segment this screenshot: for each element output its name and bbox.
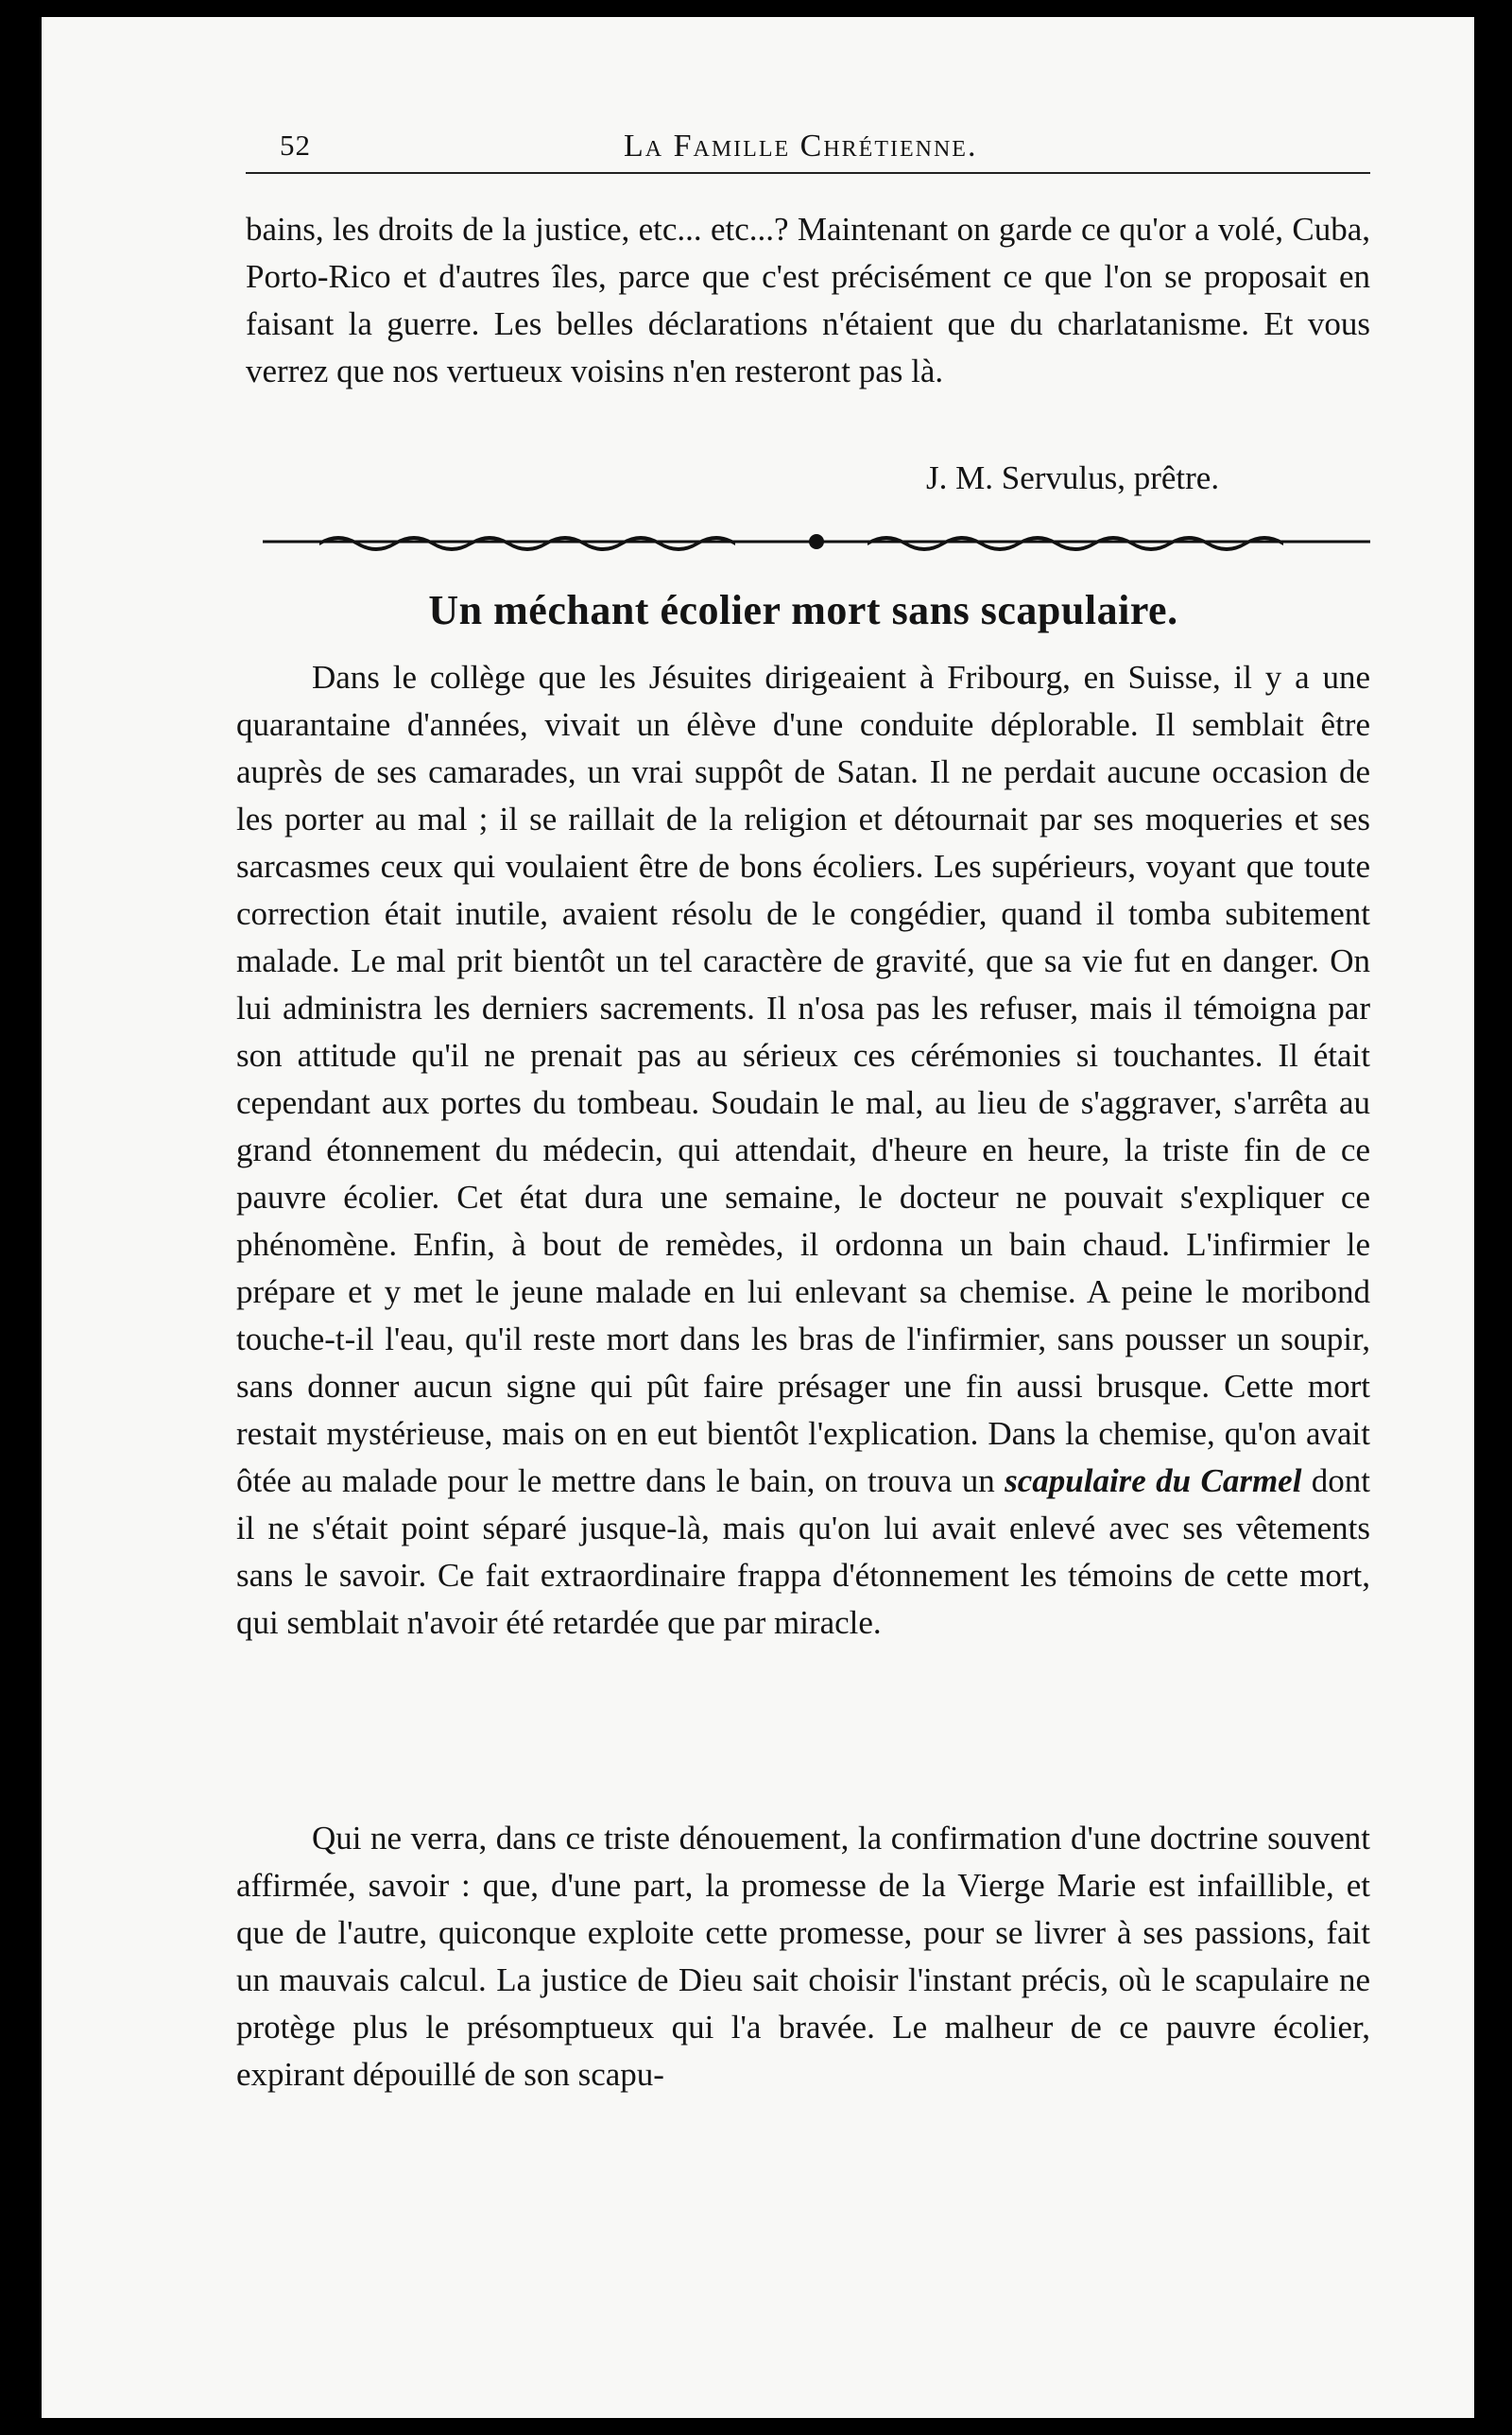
- article-paragraph-2: Qui ne verra, dans ce triste dénouement, la confirmation d'une doctrine souvent affirmée, savoir : que, d'une part, la promesse de la Vierge Marie est infaillible, et que de l'autre, quiconque exploite cette promesse, pour se livrer à ses passions, fait un mauvais calcul. La justice de Dieu sait choisir l'instant précis, où le scapulaire ne protège plus le présomptueux qui l'a bravée. Le malheur de ce pauvre écolier, expirant dépouillé de son scapu-: [236, 1820, 1370, 2093]
- previous-article-paragraph: bains, les droits de la justice, etc... etc...? Maintenant on garde ce qu'or a volé, Cuba, Porto-Rico et d'autres îles, parce que c'est précisément ce que l'on se proposait en faisant la guerre. Les belles déclarations n'étaient que du charlatanisme. Et vous verrez que nos vertueux voisins n'en resteront pas là.: [246, 211, 1370, 389]
- article-title: Un méchant écolier mort sans scapulaire.: [428, 587, 1178, 633]
- page-content: [236, 123, 1371, 2093]
- paragraph-1-italic: scapulaire du Carmel: [1005, 1462, 1302, 1499]
- article-paragraph-1: [236, 654, 1370, 1647]
- paragraph-1-text: Dans le collège que les Jésuites dirigeaient à Fribourg, en Suisse, il y a une quarantaine d'années, vivait un élève d'une conduite déplorable. Il semblait être auprès de ses camarades, un vrai suppôt de Satan. Il ne perdait aucune occasion de les porter au mal ; il se raillait de la religion et détournait par ses moqueries et ses sarcasmes ceux qui voulaient être de bons écoliers. Les supérieurs, voyant que toute correction était inutile, avaient résolu de le congédier, quand il tomba subitement malade. Le mal prit bientôt un tel caractère de gravité, que sa vie fut en danger. On lui administra les derniers sacrements. Il n'osa pas les refuser, mais il témoigna par son attitude qu'il ne prenait pas au sérieux ces cérémonies si touchantes. Il était cependant aux portes du tombeau. Soudain le mal, au lieu de s'aggraver, s'arrêta au grand étonnement du médecin, qui attendait, d'heure en heure, la triste fin de ce pauvre écolier. Cet état dura une semaine, le docteur ne pouvait s'expliquer ce phénomène. Enfin, à bout de remèdes, il ordonna un bain chaud. L'infirmier le prépare et y met le jeune malade en lui enlevant sa chemise. A peine le moribond touche-t-il l'eau, qu'il reste mort dans les bras de l'infirmier, sans pousser un soupir, sans donner aucun signe qui pût faire présager une fin aussi brusque. Cette mort restait mystérieuse, mais on en eut bientôt l'explication. Dans la chemise, qu'on avait ôtée au malade pour le mettre dans le bain, on trouva un: [236, 659, 1370, 1499]
- author-signature: J. M. Servulus, prêtre.: [926, 459, 1220, 496]
- scan-edge: [1474, 0, 1512, 2435]
- page-number: 52: [280, 129, 311, 162]
- paragraph-1-text-end: dont il ne s'était point séparé jusque-là, mais qu'on lui avait enlevé avec ses vêtements sans le savoir. Ce fait extraordinaire frappa d'étonnement les témoins de cette mort, qui semblait n'avoir été retardée que par miracle.: [236, 1462, 1371, 1641]
- header-rule: [246, 172, 1370, 174]
- ornamental-divider: [263, 527, 1370, 556]
- running-title: La Famille Chrétienne.: [624, 129, 978, 164]
- running-header: [236, 123, 1370, 172]
